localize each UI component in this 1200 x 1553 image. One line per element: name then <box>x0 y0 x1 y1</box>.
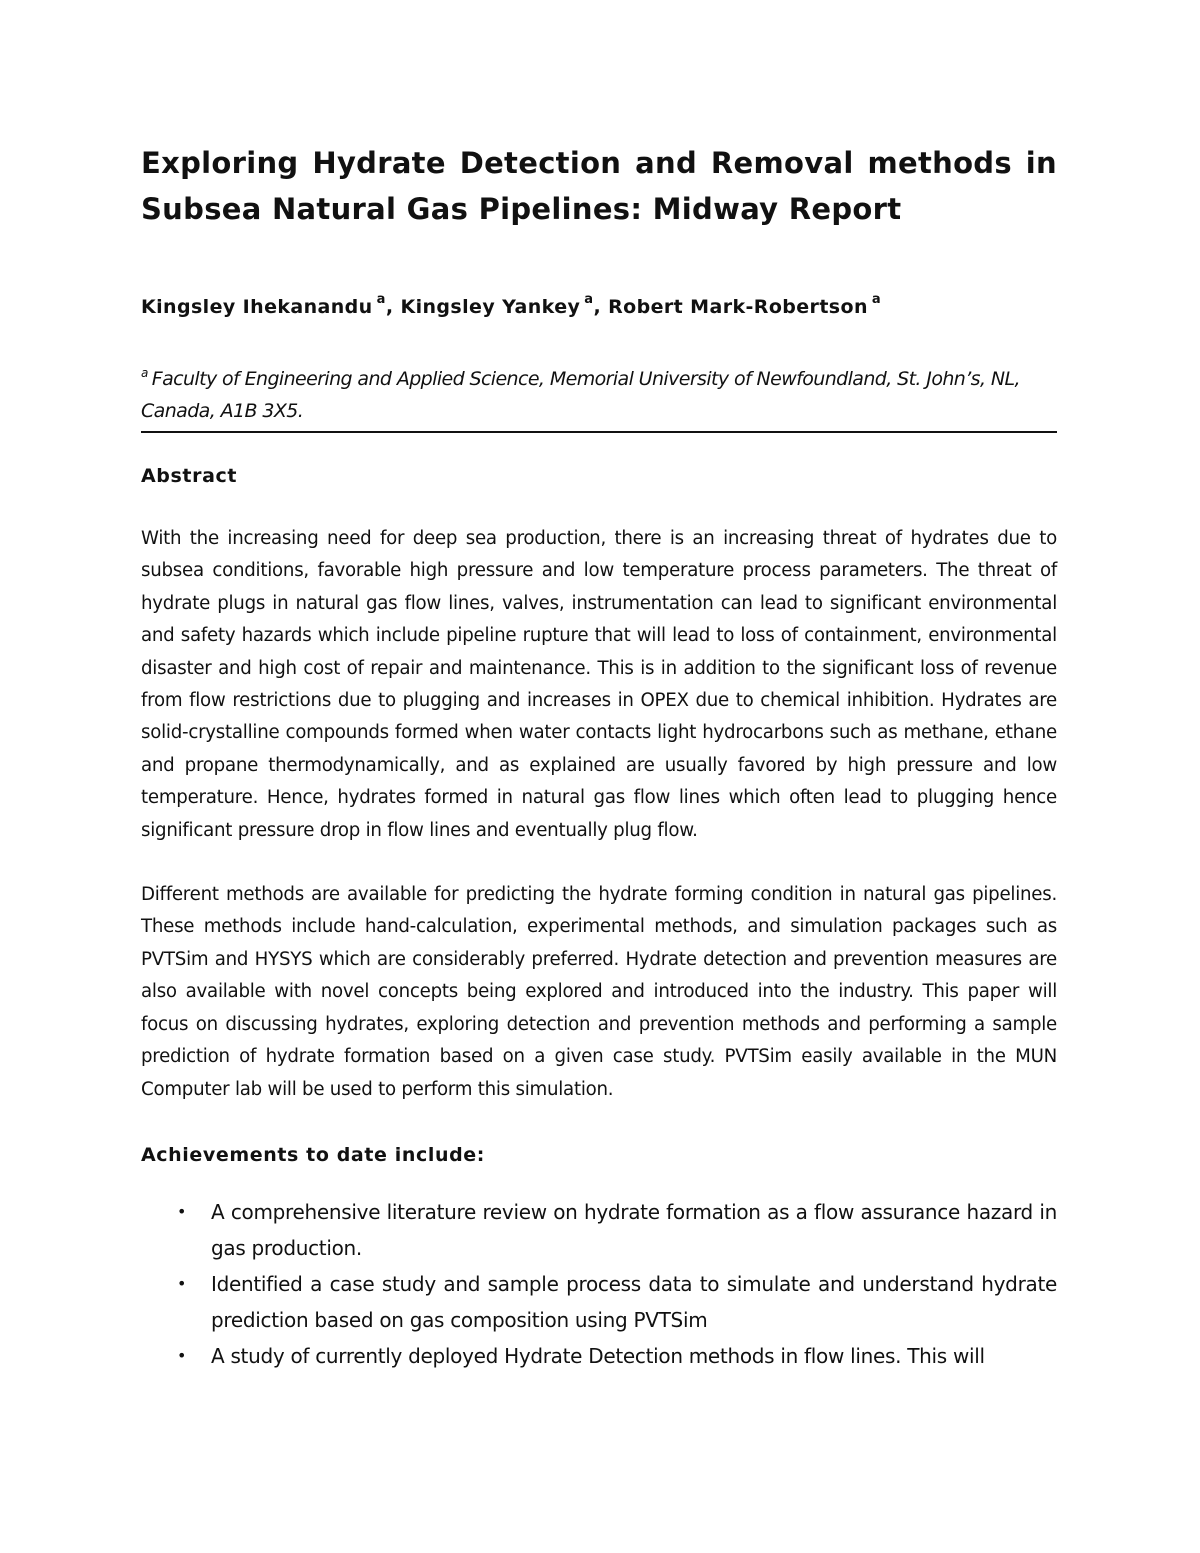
list-item-text: A study of currently deployed Hydrate Detection methods in flow lines. This will <box>211 1343 985 1368</box>
paper-title: Exploring Hydrate Detection and Removal methods in Subsea Natural Gas Pipelines: Midway Report <box>141 146 1057 226</box>
list-item-text: A comprehensive literature review on hydrate formation as a flow assurance hazard in gas production. <box>211 1199 1057 1260</box>
bullet-icon: • <box>177 1201 187 1221</box>
achievements-list <box>141 1194 1057 1374</box>
author-list <box>141 286 1057 321</box>
bullet-icon: • <box>177 1345 187 1365</box>
affiliation <box>141 357 1057 433</box>
affiliation-text: Faculty of Engineering and Applied Science, Memorial University of Newfoundland, St. John’s, NL, Canada, A1B 3X5. <box>141 368 1020 422</box>
author-name: Kingsley Yankey <box>400 296 581 318</box>
author-affiliation-marker: a <box>376 292 386 307</box>
author-name: Kingsley Ihekanandu <box>141 296 373 318</box>
abstract-heading: Abstract <box>141 465 238 487</box>
list-item <box>177 1266 1057 1338</box>
author-separator: , <box>593 296 609 318</box>
list-item <box>177 1338 1057 1374</box>
abstract-paragraph: Different methods are available for predicting the hydrate forming condition in natural gas pipelines. These methods include hand-calculation, experimental methods, and simulation packages such as PVTSim and HYSYS which are considerably preferred. Hydrate detection and prevention measures are also available with novel concepts being explored and introduced into the industry. This paper will focus on discussing hydrates, exploring detection and prevention methods and performing a sample prediction of hydrate formation based on a given case study. PVTSim easily available in the MUN Computer lab will be used to perform this simulation. <box>141 884 1057 1100</box>
author-separator: , <box>385 296 401 318</box>
paper-page <box>141 140 1057 1374</box>
affiliation-marker: a <box>141 366 148 380</box>
bullet-icon: • <box>177 1273 187 1293</box>
author-name: Robert Mark-Robertson <box>608 296 868 318</box>
list-item-text: Identified a case study and sample process data to simulate and understand hydrate prediction based on gas composition using PVTSim <box>211 1271 1057 1332</box>
author-affiliation-marker: a <box>584 292 594 307</box>
list-item <box>177 1194 1057 1266</box>
achievements-heading: Achievements to date include: <box>141 1143 485 1166</box>
author-affiliation-marker: a <box>871 292 882 307</box>
abstract-paragraph: With the increasing need for deep sea production, there is an increasing threat of hydrates due to subsea conditions, favorable high pressure and low temperature process parameters. The threat of hydrate plugs in natural gas flow lines, valves, instrumentation can lead to significant environmental and safety hazards which include pipeline rupture that will lead to loss of containment, environmental disaster and high cost of repair and maintenance. This is in addition to the significant loss of revenue from flow restrictions due to plugging and increases in OPEX due to chemical inhibition. Hydrates are solid-crystalline compounds formed when water contacts light hydrocarbons such as methane, ethane and propane thermodynamically, and as explained are usually favored by high pressure and low temperature. Hence, hydrates formed in natural gas flow lines which often lead to plugging hence significant pressure drop in flow lines and eventually plug flow. <box>141 528 1057 841</box>
